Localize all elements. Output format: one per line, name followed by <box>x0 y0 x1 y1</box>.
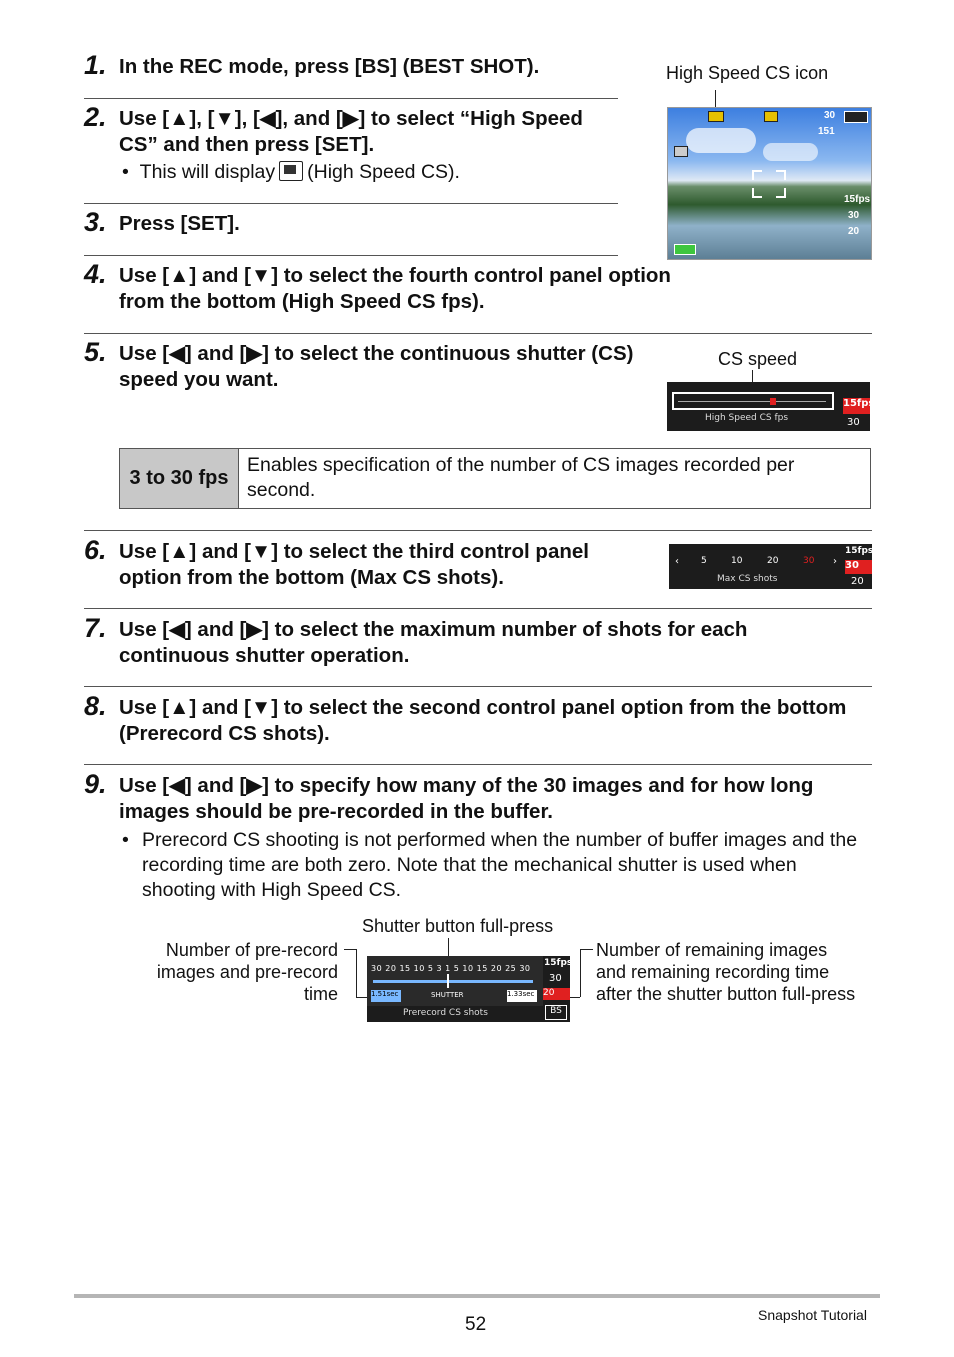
panel-label: Max CS shots <box>717 574 778 584</box>
pre-value: 20 <box>851 576 864 587</box>
divider <box>84 686 872 687</box>
divider <box>84 333 872 334</box>
step-number: 4. <box>84 259 107 289</box>
focus-frame <box>776 188 786 198</box>
divider <box>84 530 872 531</box>
pre-value: 20 <box>848 226 860 237</box>
table-body: Enables specification of the number of CS images recorded per second. <box>247 454 795 501</box>
cloud <box>763 143 818 161</box>
panel-label: High Speed CS fps <box>705 413 789 423</box>
step-1-text: In the REC mode, press [BS] (BEST SHOT). <box>119 55 540 78</box>
bs-icon: BS <box>545 1005 567 1020</box>
divider <box>84 608 872 609</box>
table-head: 3 to 30 fps <box>120 449 239 508</box>
left-arrow-icon: ‹ <box>675 556 679 567</box>
scale-label: 30 <box>803 556 815 566</box>
step-9-text: Use [◀] and [▶] to specify how many of the 30 images and for how long images should be pre-recorded in the buffer. <box>119 774 814 823</box>
cloud <box>686 128 756 153</box>
pre-value: 20 <box>543 988 570 1000</box>
right-arrow-icon: › <box>833 556 837 567</box>
bs-icon <box>764 111 778 122</box>
slider-track <box>678 401 826 402</box>
shots-value: 30 <box>824 110 836 121</box>
slider-marker <box>770 398 776 405</box>
leader-line <box>344 949 356 950</box>
scale-label: 5 <box>701 556 707 566</box>
step-number: 7. <box>84 613 107 643</box>
step-number: 1. <box>84 50 107 80</box>
fps-value: 15fps <box>843 398 870 414</box>
page-number: 52 <box>465 1314 487 1335</box>
time-right: 1.33sec <box>507 990 537 1002</box>
focus-frame <box>752 170 762 180</box>
leader-line <box>580 949 593 950</box>
caption-pre-record: Number of pre-record images and pre-record time <box>156 940 338 1004</box>
focus-frame <box>776 170 786 180</box>
high-speed-cs-icon <box>708 111 724 122</box>
step-number: 6. <box>84 535 107 565</box>
shutter-marker <box>447 974 449 988</box>
step-2-note <box>122 160 622 185</box>
speed-slider <box>672 392 834 410</box>
scale-label: 10 <box>731 556 743 566</box>
scale-label: 20 <box>767 556 779 566</box>
panel-label: Prerecord CS shots <box>403 1008 488 1018</box>
step-3-text: Press [SET]. <box>119 212 240 235</box>
leader-line <box>580 949 581 997</box>
fps-value: 15fps <box>845 546 874 556</box>
quality-icon <box>844 111 868 123</box>
max-value: 30 <box>845 560 872 574</box>
step-2-text: Use [▲], [▼], [◀], and [▶] to select “High Speed CS” and then press [SET]. <box>119 107 583 156</box>
footer-rule <box>74 1294 880 1298</box>
high-speed-cs-icon <box>279 161 303 181</box>
step-number: 3. <box>84 207 107 237</box>
note-text: Prerecord CS shooting is not performed when the number of buffer images and the recording time are both zero. Note that the mechanical shutter is used when shooting with High Speed CS. <box>142 829 858 901</box>
note-text: This will display <box>139 161 276 183</box>
step-9-note <box>122 828 872 903</box>
camera-icon <box>674 146 688 157</box>
battery-icon <box>674 244 696 255</box>
fps-value: 15fps <box>844 194 871 205</box>
time-left: 1.51sec <box>371 990 401 1002</box>
cs-speed-panel <box>667 382 875 431</box>
caption-remaining: Number of remaining images and remaining recording time after the shutter button full-press <box>596 940 856 1004</box>
fps-value: 15fps <box>544 958 573 968</box>
note-text: (High Speed CS). <box>307 161 460 183</box>
divider <box>84 203 618 204</box>
fps-table <box>119 448 871 509</box>
scale-labels: 30 20 15 10 5 3 1 5 10 15 20 25 30 <box>371 964 531 973</box>
step-number: 5. <box>84 337 107 367</box>
shutter-label: SHUTTER <box>431 991 464 999</box>
max-value: 30 <box>847 417 860 428</box>
step-4-text: Use [▲] and [▼] to select the fourth control panel option from the bottom (High Speed CS fps). <box>119 264 671 313</box>
section-title: Snapshot Tutorial <box>758 1307 867 1323</box>
caption-shutter-press: Shutter button full-press <box>362 916 554 936</box>
max-value: 30 <box>549 973 562 984</box>
remaining-value: 151 <box>818 126 835 137</box>
caption-hs-icon: High Speed CS icon <box>666 63 829 83</box>
prerecord-panel <box>367 956 573 1022</box>
max-cs-panel <box>669 544 872 589</box>
divider <box>84 764 872 765</box>
step-5-text: Use [◀] and [▶] to select the continuous shutter (CS) speed you want. <box>119 342 634 391</box>
divider <box>84 98 618 99</box>
max-value: 30 <box>848 210 860 221</box>
step-7-text: Use [◀] and [▶] to select the maximum number of shots for each continuous shutter operation. <box>119 618 748 667</box>
camera-screen <box>667 107 872 260</box>
step-number: 8. <box>84 691 107 721</box>
leader-line <box>356 949 357 997</box>
step-6-text: Use [▲] and [▼] to select the third control panel option from the bottom (Max CS shots). <box>119 540 589 589</box>
leader-line <box>715 90 716 108</box>
step-number: 2. <box>84 102 107 132</box>
buffer-bar <box>373 980 533 983</box>
focus-frame <box>752 188 762 198</box>
bullet: • <box>122 829 129 851</box>
step-8-text: Use [▲] and [▼] to select the second control panel option from the bottom (Prerecord CS shots). <box>119 696 847 745</box>
divider <box>84 255 618 256</box>
bullet: • <box>122 161 140 183</box>
caption-cs-speed: CS speed <box>718 349 798 369</box>
step-number: 9. <box>84 769 107 799</box>
